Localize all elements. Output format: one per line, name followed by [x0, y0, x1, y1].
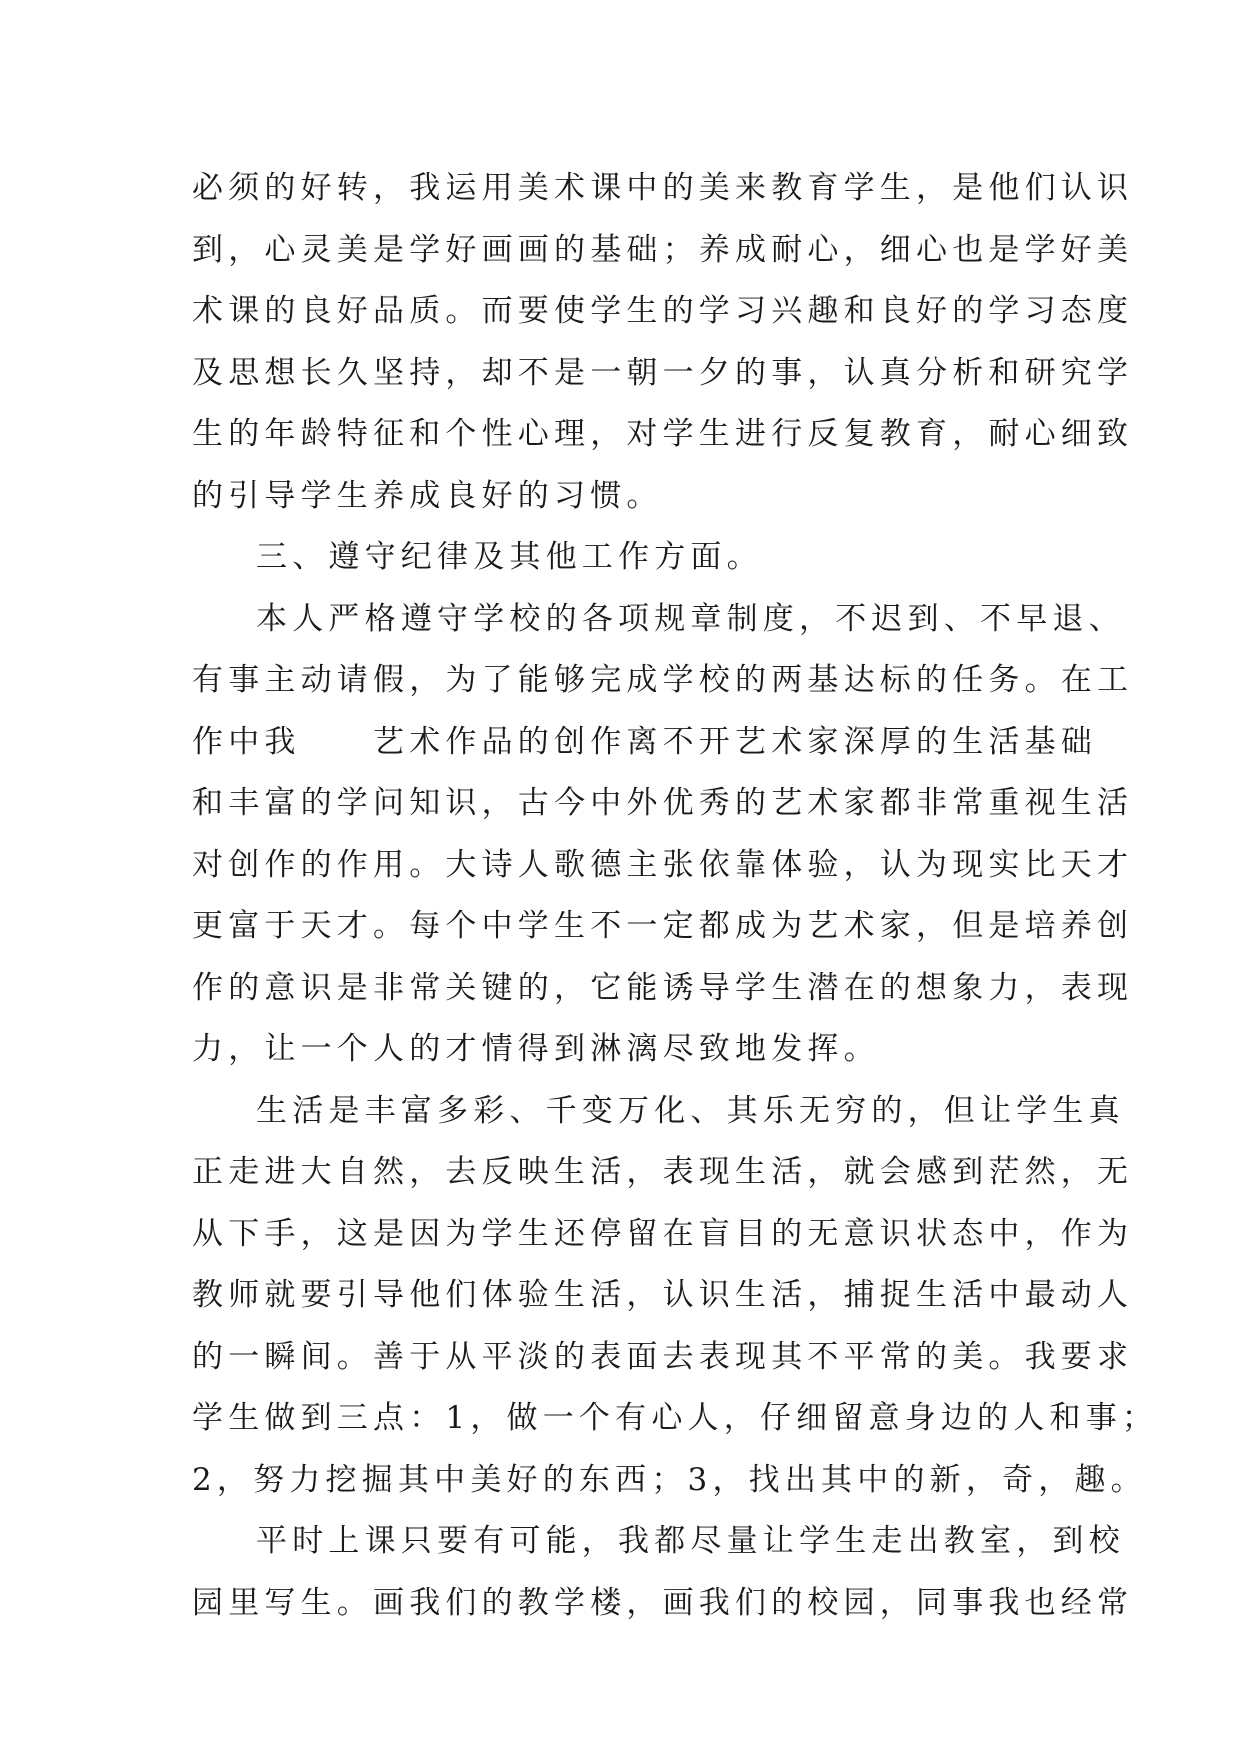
text-line: 生的年龄特征和个性心理，对学生进行反复教育，耐心细致 — [192, 416, 1134, 452]
document-body — [192, 158, 1159, 1634]
text-line: 平时上课只要有可能，我都尽量让学生走出教室，到校 — [256, 1523, 1125, 1559]
text-line: 学生做到三点：1，做一个有心人，仔细留意身边的人和事； — [192, 1400, 1159, 1436]
text-line: 作中我 艺术作品的创作离不开艺术家深厚的生活基础 — [192, 723, 1097, 760]
text-line: 到，心灵美是学好画画的基础；养成耐心，细心也是学好美 — [192, 231, 1134, 268]
text-line: 生活是丰富多彩、千变万化、其乐无穷的，但让学生真 — [256, 1092, 1125, 1129]
text-line: 的引导学生养成良好的习惯。 — [192, 477, 663, 514]
text-line: 术课的良好品质。而要使学生的学习兴趣和良好的学习态度 — [192, 293, 1134, 329]
text-line: 对创作的作用。大诗人歌德主张依靠体验，认为现实比天才 — [192, 846, 1134, 883]
text-line: 2，努力挖掘其中美好的东西；3，找出其中的新，奇，趣。 — [192, 1461, 1147, 1498]
text-line: 从下手，这是因为学生还停留在盲目的无意识状态中，作为 — [192, 1215, 1134, 1252]
text-line: 三、遵守纪律及其他工作方面。 — [256, 539, 763, 575]
text-line: 的一瞬间。善于从平淡的表面去表现其不平常的美。我要求 — [192, 1338, 1134, 1375]
text-line: 必须的好转，我运用美术课中的美来教育学生，是他们认识 — [192, 170, 1134, 206]
text-line: 和丰富的学问知识，古今中外优秀的艺术家都非常重视生活 — [192, 785, 1134, 821]
text-line: 作的意识是非常关键的，它能诱导学生潜在的想象力，表现 — [192, 969, 1134, 1006]
text-line: 正走进大自然，去反映生活，表现生活，就会感到茫然，无 — [192, 1154, 1134, 1190]
text-line: 更富于天才。每个中学生不一定都成为艺术家，但是培养创 — [192, 908, 1134, 944]
text-line: 本人严格遵守学校的各项规章制度，不迟到、不早退、 — [256, 600, 1125, 637]
text-line: 力，让一个人的才情得到淋漓尽致地发挥。 — [192, 1031, 880, 1067]
text-line: 园里写生。画我们的教学楼，画我们的校园，同事我也经常 — [192, 1584, 1134, 1621]
text-line: 有事主动请假，为了能够完成学校的两基达标的任务。在工 — [192, 662, 1134, 698]
text-line: 及思想长久坚持，却不是一朝一夕的事，认真分析和研究学 — [192, 354, 1134, 391]
text-line: 教师就要引导他们体验生活，认识生活，捕捉生活中最动人 — [192, 1277, 1134, 1313]
